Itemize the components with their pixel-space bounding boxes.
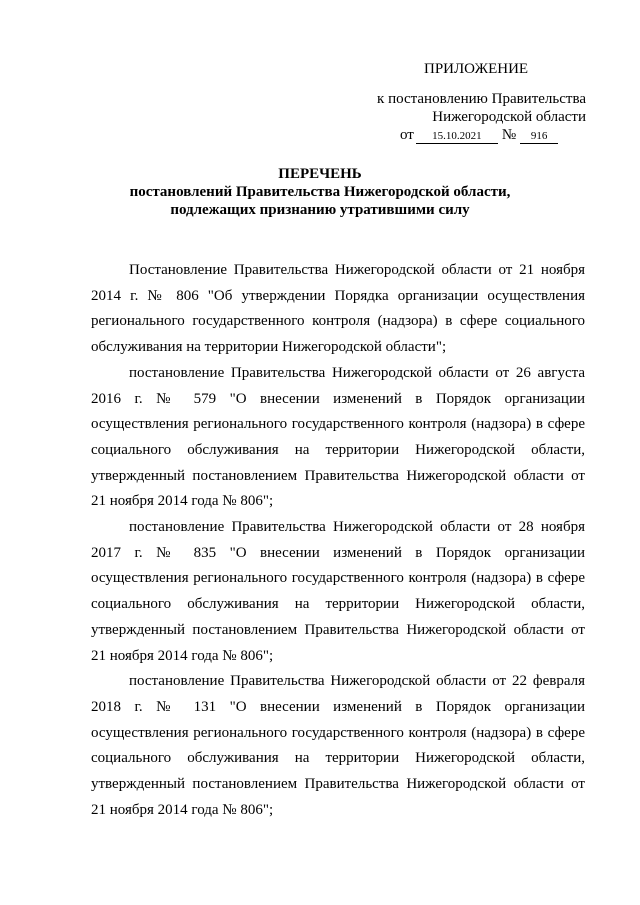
appendix-date-number-line — [370, 126, 586, 144]
from-label: от — [400, 127, 414, 143]
list-item-paragraph: постановление Правительства Нижегородской области от 28 ноября 2017 г. № 835 "О внесении изменений в Порядок организации осуществления регионального государственного контроля (надзора) в сфере социального обслуживания на территории Нижегородской области, утвержденный постановлением Правительства Нижегородской области от 21 ноября 2014 года № 806"; — [91, 519, 585, 664]
number-sign: № — [501, 127, 517, 143]
resolution-date: 15.10.2021 — [416, 129, 498, 144]
appendix-reference-line-1: к постановлению Правительства — [377, 91, 586, 107]
heading-title: ПЕРЕЧЕНЬ — [278, 166, 362, 182]
list-item-paragraph: постановление Правительства Нижегородской области от 26 августа 2016 г. № 579 "О внесении изменений в Порядок организации осуществления регионального государственного контроля (надзора) в сфере социального обслуживания на территории Нижегородской области, утвержденный постановлением Правительства Нижегородской области от 21 ноября 2014 года № 806"; — [91, 364, 585, 510]
resolution-number: 916 — [520, 129, 558, 144]
list-item-paragraph: постановление Правительства Нижегородской области от 22 февраля 2018 г. № 131 "О внесении изменений в Порядок организации осуществления регионального государственного контроля (надзора) в сфере социального обслуживания на территории Нижегородской области, утвержденный постановлением Правительства Нижегородской области от 21 ноября 2014 года № 806"; — [91, 673, 585, 818]
heading-subtitle-line-1: постановлений Правительства Нижегородской области, — [129, 184, 511, 200]
heading-subtitle-line-2: подлежащих признанию утратившими силу — [170, 202, 470, 218]
appendix-reference-line-2: Нижегородской области — [432, 109, 586, 125]
document-heading — [90, 165, 550, 219]
appendix-block — [370, 60, 586, 144]
document-body — [91, 258, 585, 823]
list-item-paragraph: Постановление Правительства Нижегородской области от 21 ноября 2014 г. № 806 "Об утверждении Порядка организации осуществления регионального государственного контроля (надзора) в сфере социального обслуживания на территории Нижегородской области"; — [91, 262, 585, 356]
appendix-title: ПРИЛОЖЕНИЕ — [424, 61, 529, 77]
